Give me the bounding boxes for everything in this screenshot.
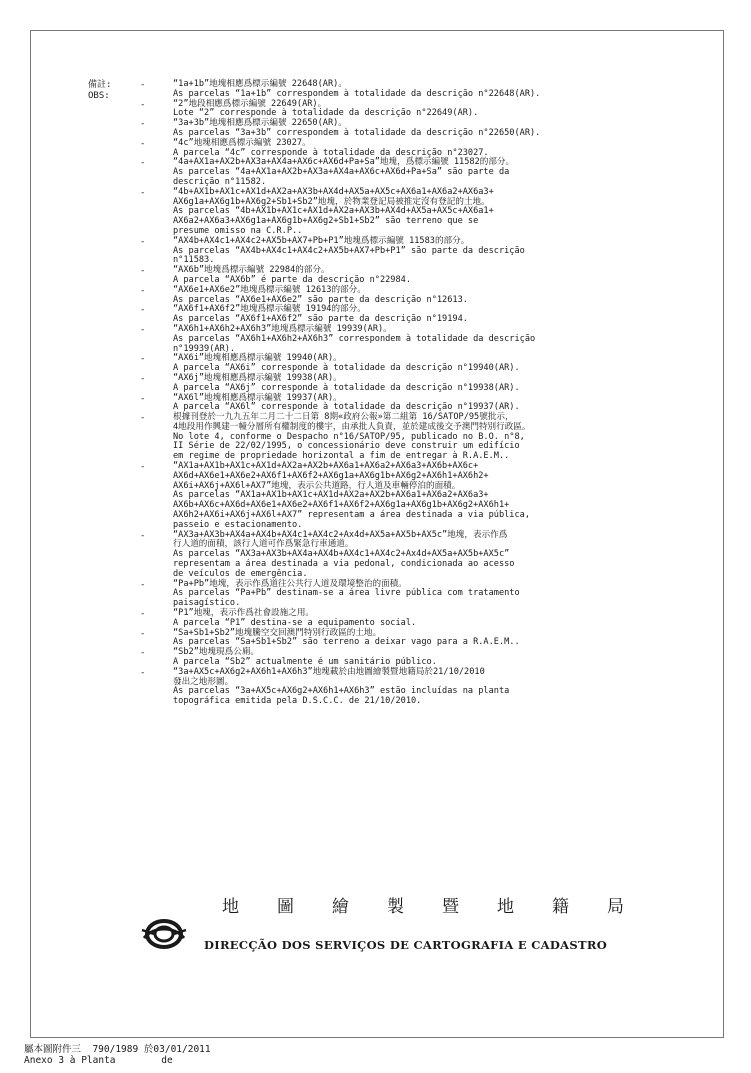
note-line: “AX6j”地塊相應爲標示編號 19938(AR)。 (173, 372, 342, 383)
note-line: “Pa+Pb”地塊，表示作爲道往公共行人道及環境整治的面積。 (173, 578, 407, 589)
note-item (140, 158, 680, 187)
note-item (140, 668, 680, 707)
note-line: As parcelas “AX4b+AX4c1+AX4c2+AX5b+AX7+Pb+P1” são parte da descrição (173, 245, 525, 256)
note-line: “AX6h1+AX6h2+AX6h3”地塊爲標示編號 19939(AR)。 (173, 323, 392, 334)
note-line: “Sa+Sb1+Sb2”地塊騰空交回澳門特別行政區的土地。 (173, 627, 382, 638)
note-line: “AX6i”地塊相應爲標示編號 19940(AR)。 (173, 353, 342, 364)
note-item (140, 325, 680, 354)
note-item (140, 648, 680, 668)
note-line: As parcelas “3a+3b” correspondem à totalidade da descrição n°22650(AR). (173, 127, 541, 138)
note-line: “AX6l”地塊相應爲標示編號 19937(AR)。 (173, 392, 342, 403)
note-dash: - (140, 413, 146, 424)
note-item (140, 139, 680, 159)
dscc-logo-icon (140, 916, 188, 952)
footer-annex (24, 1044, 211, 1066)
note-item (140, 100, 680, 120)
note-line: A parcela “AX6l” corresponde à totalidade da descrição n°19937(AR). (173, 402, 520, 413)
note-item (140, 305, 680, 325)
note-item (140, 354, 680, 374)
note-dash: - (140, 530, 146, 541)
note-dash: - (140, 324, 146, 335)
note-line: As parcelas “AX6h1+AX6h2+AX6h3” correspondem à totalidade da descrição (173, 333, 536, 344)
note-line: A parcela “AX6j” corresponde à totalidade da descrição n°19938(AR). (173, 382, 520, 393)
note-line: de veículos de emergência. (173, 568, 308, 579)
note-line: “4a+AX1a+AX2b+AX3a+AX4a+AX6c+AX6d+Pa+Sa”地塊，爲標示編號 11582的部分。 (173, 157, 515, 168)
note-item (140, 80, 680, 100)
note-line: “4c”地塊相應爲標示編號 23027。 (173, 137, 311, 148)
note-dash: - (140, 609, 146, 620)
note-dash: - (140, 236, 146, 247)
note-line: As parcelas “AX6f1+AX6f2” são parte da descrição n°19194. (173, 314, 468, 325)
note-line: AX6i+AX6j+AX6l+AX7”地塊，表示公共道路，行人道及車輛停泊的面積。 (173, 480, 461, 491)
footer-line-pt: Anexo 3 à Planta de (24, 1055, 173, 1066)
note-line: AX6h2+AX6i+AX6j+AX6l+AX7” representam a área destinada a via pública, (173, 510, 530, 521)
note-line: 根據刊登於一九九五年二月二十二日第 8期«政府公報»第二組第 16/SATOP/95號批示， (173, 412, 514, 423)
note-line: As parcelas “1a+1b” correspondem à totalidade da descrição n°22648(AR). (173, 88, 541, 99)
note-line: As parcelas “AX6e1+AX6e2” são parte da descrição n°12613. (173, 294, 468, 305)
note-line: “1a+1b”地塊相應爲標示編號 22648(AR)。 (173, 79, 347, 89)
note-dash: - (140, 373, 146, 384)
note-dash: - (140, 354, 146, 365)
note-dash: - (140, 393, 146, 404)
note-line: AX6b+AX6c+AX6d+AX6e1+AX6e2+AX6f1+AX6f2+AX6g1a+AX6g1b+AX6g2+AX6h1+ (173, 500, 510, 511)
note-line: “AX6b”地塊爲標示編號 22984的部分。 (173, 265, 330, 276)
note-item (140, 119, 680, 139)
obs-label-zh: 備註: (88, 80, 112, 90)
note-line: “AX3a+AX3b+AX4a+AX4b+AX4c1+AX4c2+Ax4d+AX5a+AX5b+AX5c”地塊，表示作爲 (173, 529, 508, 540)
note-line: “3a+AX5c+AX6g2+AX6h1+AX6h3”地塊載於由地圖繪製暨地籍局於21/10/2010 (173, 666, 485, 677)
note-line: As parcelas “4b+AX1b+AX1c+AX1d+AX2a+AX3b+AX4d+AX5a+AX5c+AX6a1+ (173, 206, 494, 217)
note-line: As parcelas “4a+AX1a+AX2b+AX3a+AX4a+AX6c+AX6d+Pa+Sa” são parte da (173, 167, 510, 178)
note-line: AX6a2+AX6a3+AX6g1a+AX6g1b+AX6g2+Sb1+Sb2” são terreno que se (173, 216, 479, 227)
note-line: “Sb2”地塊現爲公廁。 (173, 647, 260, 658)
note-item (140, 531, 680, 580)
note-line: “AX6f1+AX6f2”地塊爲標示編號 19194的部分。 (173, 304, 366, 315)
note-dash: - (140, 266, 146, 277)
note-line: presume omisso na C.R.P.. (173, 225, 303, 236)
note-item (140, 629, 680, 649)
note-line: No lote 4, conforme o Despacho n°16/SATOP/95, publicado no B.O. n°8, (173, 431, 525, 442)
note-item (140, 188, 680, 237)
note-line: “4b+AX1b+AX1c+AX1d+AX2a+AX3b+AX4d+AX5a+AX5c+AX6a1+AX6a2+AX6a3+ (173, 186, 494, 197)
note-dash: - (140, 648, 146, 659)
note-dash: - (140, 119, 146, 130)
note-line: “AX1a+AX1b+AX1c+AX1d+AX2a+AX2b+AX6a1+AX6a2+AX6a3+AX6b+AX6c+ (173, 461, 479, 472)
note-line: representam a área destinada a via pedonal, condicionada ao acesso (173, 559, 515, 570)
note-line: A parcela “AX6b” é parte da descrição n°22984. (173, 274, 411, 285)
note-dash: - (140, 667, 146, 678)
note-item (140, 374, 680, 394)
note-dash: - (140, 187, 146, 198)
note-dash: - (140, 138, 146, 149)
note-dash: - (140, 99, 146, 110)
note-line: A parcela “P1” destina-se a equipamento social. (173, 617, 417, 628)
note-line: II Série de 22/02/1995, o concessionário deve construir um edifício (173, 441, 520, 452)
note-item (140, 413, 680, 462)
note-item (140, 286, 680, 306)
note-item (140, 394, 680, 414)
note-line: “AX4b+AX4c1+AX4c2+AX5b+AX7+Pb+P1”地塊爲標示編號 11583的部分。 (173, 235, 470, 246)
note-item (140, 462, 680, 531)
note-line: 4地段用作興建一幢分層所有權制度的樓宇，由承批人負責，並於建成後交予澳門特別行政區。 (173, 421, 531, 432)
footer-line-zh: 屬本圖附件三 790/1989 於03/01/2011 (24, 1044, 211, 1055)
note-line: 行人道的面積，該行人道可作爲緊急行車通道。 (173, 539, 354, 550)
note-line: descrição n°11582. (173, 176, 267, 187)
note-line: em regime de propriedade horizontal a fim de entregar à R.A.E.M.. (173, 451, 510, 462)
note-item (140, 580, 680, 609)
note-line: 發出之地形圖。 (173, 676, 234, 687)
note-line: AX6d+AX6e1+AX6e2+AX6f1+AX6f2+AX6g1a+AX6g1b+AX6g2+AX6h1+AX6h2+ (173, 470, 489, 481)
note-dash: - (140, 80, 146, 90)
obs-labels (88, 80, 111, 101)
note-line: passeio e estacionamento. (173, 519, 303, 530)
note-dash: - (140, 579, 146, 590)
note-line: “P1”地塊，表示作爲社會設施之用。 (173, 608, 315, 619)
note-line: As parcelas “3a+AX5c+AX6g2+AX6h1+AX6h3” estão incluídas na planta (173, 686, 510, 697)
note-line: A parcela “AX6i” corresponde à totalidade da descrição n°19940(AR). (173, 363, 520, 374)
note-line: As parcelas “AX1a+AX1b+AX1c+AX1d+AX2a+AX2b+AX6a1+AX6a2+AX6a3+ (173, 490, 489, 501)
note-line: Lote “2” corresponde à totalidade da descrição n°22649(AR). (173, 108, 479, 119)
note-dash: - (140, 462, 146, 473)
note-line: As parcelas “Pa+Pb” destinam-se a área livre pública com tratamento (173, 588, 520, 599)
note-item (140, 609, 680, 629)
note-line: paisagístico. (173, 598, 241, 609)
office-signature (140, 888, 660, 968)
office-name-zh: 地圖繪製暨地籍局 (222, 897, 662, 917)
note-line: As parcelas “AX3a+AX3b+AX4a+AX4b+AX4c1+AX4c2+Ax4d+AX5a+AX5b+AX5c” (173, 549, 510, 560)
note-line: As parcelas “Sa+Sb1+Sb2” são terreno a deixar vago para a R.A.E.M.. (173, 637, 520, 648)
note-dash: - (140, 305, 146, 316)
note-line: “AX6e1+AX6e2”地塊爲標示編號 12613的部分。 (173, 284, 366, 295)
note-dash: - (140, 285, 146, 296)
office-name-pt: DIRECÇÃO DOS SERVIÇOS DE CARTOGRAFIA E CADASTRO (204, 938, 608, 952)
note-line: A parcela “Sb2” actualmente é um sanitário público. (173, 657, 437, 668)
note-line: A parcela “4c” corresponde à totalidade da descrição n°23027. (173, 147, 489, 158)
notes-list (140, 80, 680, 707)
note-line: AX6g1a+AX6g1b+AX6g2+Sb1+Sb2”地塊，於物業登記局被推定沒有登記的土地。 (173, 196, 490, 207)
note-item (140, 266, 680, 286)
note-dash: - (140, 628, 146, 639)
note-item (140, 237, 680, 266)
note-line: “3a+3b”地塊相應爲標示編號 22650(AR)。 (173, 118, 347, 129)
note-line: n°19939(AR). (173, 343, 236, 354)
note-line: topográfica emitida pela D.S.C.C. de 21/10/2010. (173, 696, 422, 707)
note-dash: - (140, 158, 146, 169)
note-line: n°11583. (173, 255, 215, 266)
note-line: “2”地段相應爲標示編號 22649(AR)。 (173, 98, 327, 109)
obs-label-pt: OBS: (88, 90, 110, 101)
